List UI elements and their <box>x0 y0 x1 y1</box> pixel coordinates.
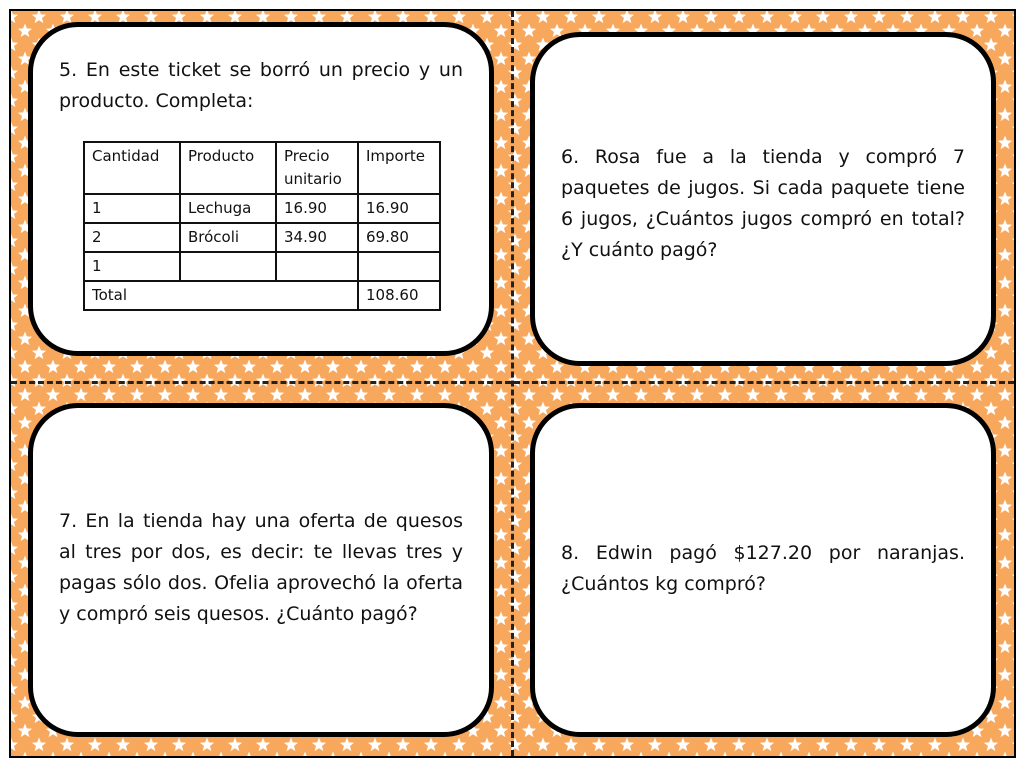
task-card-5 <box>28 22 494 356</box>
table-row <box>84 223 440 252</box>
task-8-number: 8. <box>561 542 580 564</box>
task-7-text <box>59 506 463 630</box>
cell-producto-blank[interactable] <box>180 252 276 281</box>
cell-importe: 16.90 <box>358 194 440 223</box>
task-card-6 <box>530 32 996 366</box>
horizontal-cut-line <box>11 381 1014 384</box>
table-total-row <box>84 281 440 310</box>
cell-importe: 69.80 <box>358 223 440 252</box>
total-label: Total <box>84 281 358 310</box>
header-producto: Producto <box>180 142 276 194</box>
table-row <box>84 194 440 223</box>
task-7-number: 7. <box>59 510 78 532</box>
task-8-text <box>561 538 965 600</box>
star-pattern-background <box>9 9 1016 758</box>
task-8-statement: Edwin pagó $127.20 por naranjas. ¿Cuántos kg compró? <box>561 542 965 595</box>
ticket-header-row <box>84 142 440 194</box>
header-importe: Importe <box>358 142 440 194</box>
cell-precio-blank[interactable] <box>276 252 358 281</box>
task-card-7 <box>28 403 494 737</box>
cell-precio: 34.90 <box>276 223 358 252</box>
cell-cantidad: 2 <box>84 223 180 252</box>
task-6-statement: Rosa fue a la tienda y compró 7 paquetes de jugos. Si cada paquete tiene 6 jugos, ¿Cuántos jugos compró en total? ¿Y cuánto pagó? <box>561 146 965 261</box>
task-5-text <box>59 55 463 117</box>
header-cantidad: Cantidad <box>84 142 180 194</box>
task-6-text <box>561 142 965 266</box>
header-precio-unitario: Precio unitario <box>276 142 358 194</box>
task-7-statement: En la tienda hay una oferta de quesos al tres por dos, es decir: te llevas tres y pagas sólo dos. Ofelia aprovechó la oferta y compró seis quesos. ¿Cuánto pagó? <box>59 510 463 625</box>
task-card-8 <box>530 403 996 737</box>
cell-producto: Brócoli <box>180 223 276 252</box>
ticket-table <box>83 141 441 311</box>
task-5-number: 5. <box>59 59 78 81</box>
cell-cantidad: 1 <box>84 194 180 223</box>
task-6-number: 6. <box>561 146 580 168</box>
cell-producto: Lechuga <box>180 194 276 223</box>
cell-precio: 16.90 <box>276 194 358 223</box>
total-value: 108.60 <box>358 281 440 310</box>
task-5-statement: En este ticket se borró un precio y un producto. Completa: <box>59 59 464 112</box>
table-row <box>84 252 440 281</box>
cell-cantidad: 1 <box>84 252 180 281</box>
cell-importe-blank[interactable] <box>358 252 440 281</box>
